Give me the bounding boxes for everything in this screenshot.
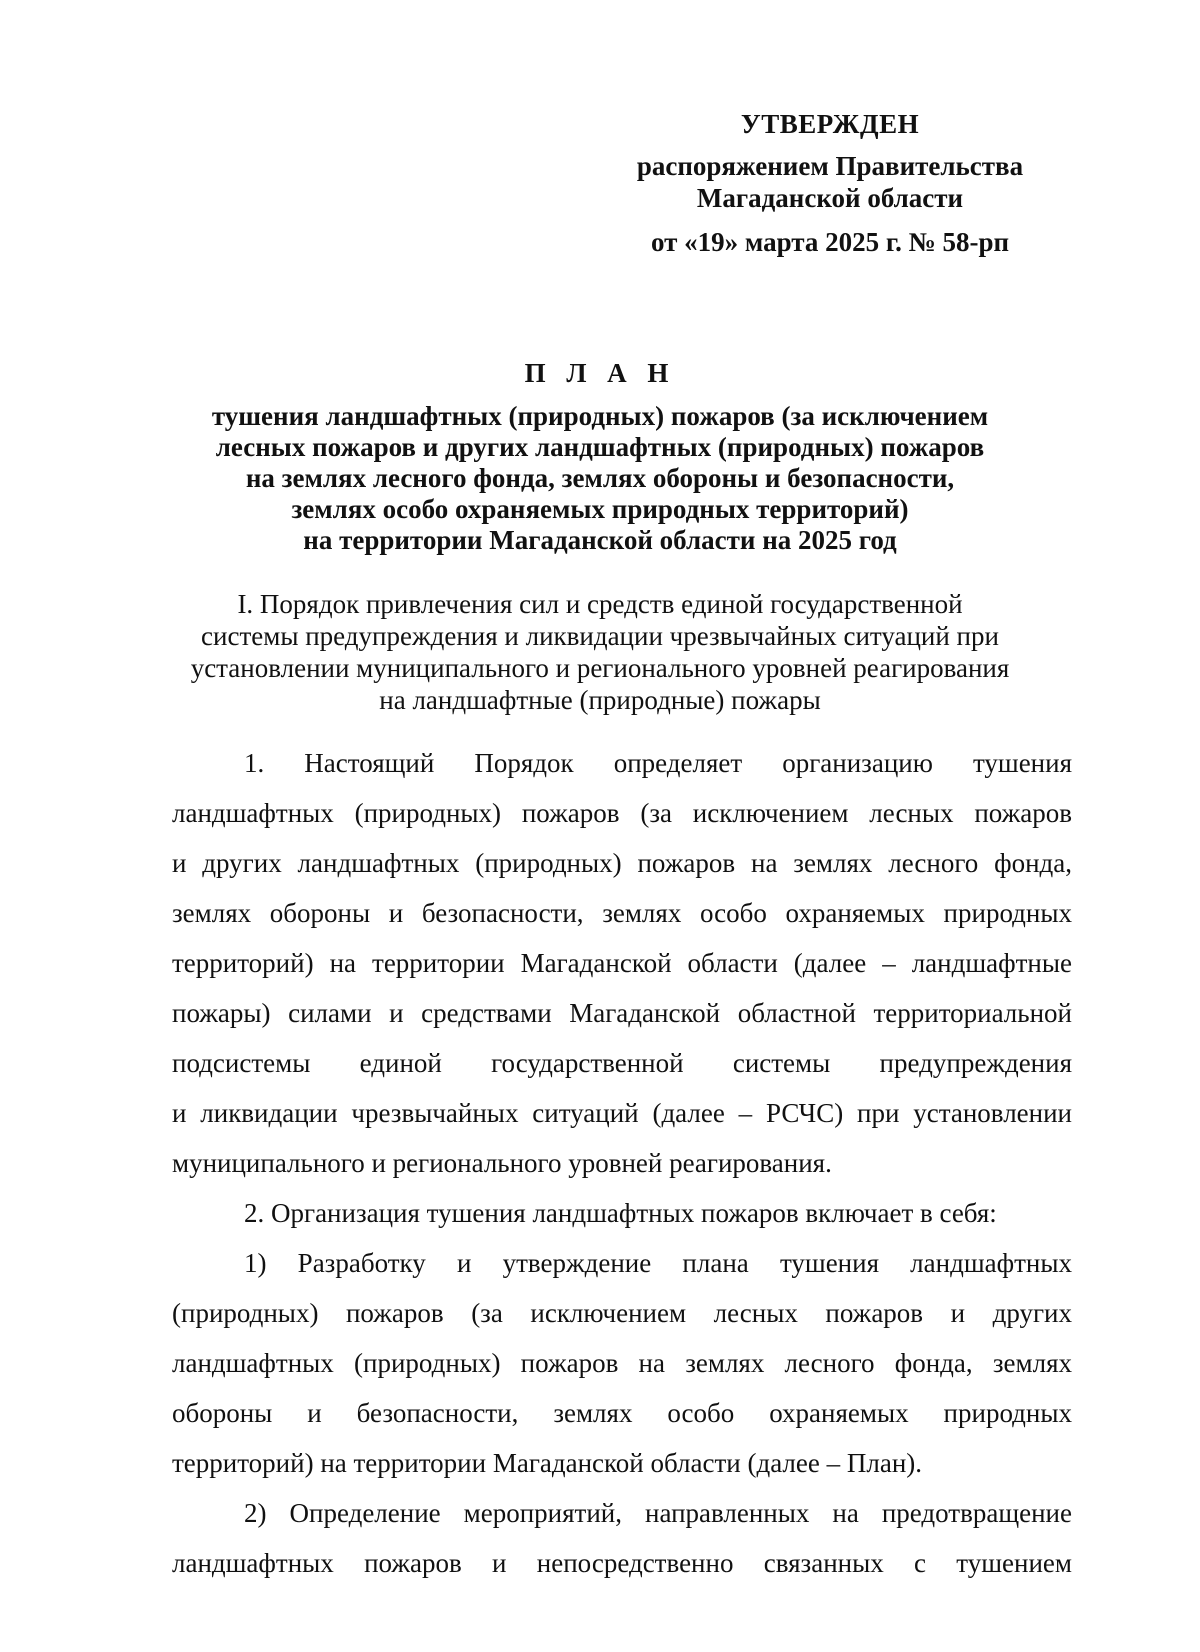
item-1-line: 1) Разработку и утверждение плана тушения ландшафтных — [244, 1248, 1072, 1278]
approval-title: УТВЕРЖДЕН — [740, 109, 920, 139]
approval-line-1: распоряжением Правительства — [636, 151, 1024, 181]
plan-heading — [130, 358, 1070, 556]
paragraph-1-line: муниципального и регионального уровней реагирования. — [172, 1148, 832, 1178]
section-heading-line: на ландшафтные (природные) пожары — [379, 685, 821, 715]
section-1-heading — [130, 588, 1070, 716]
item-1-line: территорий) на территории Магаданской области (далее – План). — [172, 1448, 923, 1478]
paragraph-1-line: ландшафтных (природных) пожаров (за исключением лесных пожаров — [172, 798, 1072, 828]
plan-subtitle-line: лесных пожаров и других ландшафтных (природных) пожаров — [215, 432, 985, 462]
plan-subtitle-line: тушения ландшафтных (природных) пожаров (за исключением — [211, 401, 989, 431]
item-2-line: 2) Определение мероприятий, направленных на предотвращение — [244, 1498, 1072, 1528]
body-text — [172, 738, 1072, 1588]
item-1-line: (природных) пожаров (за исключением лесных пожаров и других — [172, 1298, 1072, 1328]
plan-title: П Л А Н — [524, 358, 676, 388]
approval-line-2: Магаданской области — [696, 183, 964, 213]
item-1-line: обороны и безопасности, землях особо охраняемых природных — [172, 1398, 1072, 1428]
approval-stamp-block — [620, 108, 1040, 258]
plan-subtitle-line: на территории Магаданской области на 2025 год — [303, 525, 897, 555]
section-heading-line: системы предупреждения и ликвидации чрезвычайных ситуаций при — [201, 621, 999, 651]
paragraph-1-line: землях обороны и безопасности, землях особо охраняемых природных — [172, 898, 1072, 928]
paragraph-1-line: пожары) силами и средствами Магаданской областной территориальной — [172, 998, 1072, 1028]
section-heading-line: установлении муниципального и регионального уровней реагирования — [190, 653, 1010, 683]
item-1-line: ландшафтных (природных) пожаров на землях лесного фонда, землях — [172, 1348, 1072, 1378]
section-heading-line: I. Порядок привлечения сил и средств единой государственной — [237, 589, 963, 619]
paragraph-1-line: и ликвидации чрезвычайных ситуаций (далее – РСЧС) при установлении — [172, 1098, 1072, 1128]
paragraph-2-line: 2. Организация тушения ландшафтных пожаров включает в себя: — [244, 1198, 997, 1228]
approval-date: от «19» марта 2025 г. № 58-рп — [650, 227, 1010, 257]
paragraph-1-line: территорий) на территории Магаданской области (далее – ландшафтные — [172, 948, 1072, 978]
paragraph-1-line: 1. Настоящий Порядок определяет организацию тушения — [244, 748, 1072, 778]
paragraph-1-line: подсистемы единой государственной системы предупреждения — [172, 1048, 1072, 1078]
paragraph-1-line: и других ландшафтных (природных) пожаров на землях лесного фонда, — [172, 848, 1072, 878]
plan-subtitle-line: на землях лесного фонда, землях обороны и безопасности, — [245, 463, 955, 493]
item-2-line: ландшафтных пожаров и непосредственно связанных с тушением — [172, 1548, 1072, 1578]
plan-subtitle-line: землях особо охраняемых природных территорий) — [291, 494, 909, 524]
